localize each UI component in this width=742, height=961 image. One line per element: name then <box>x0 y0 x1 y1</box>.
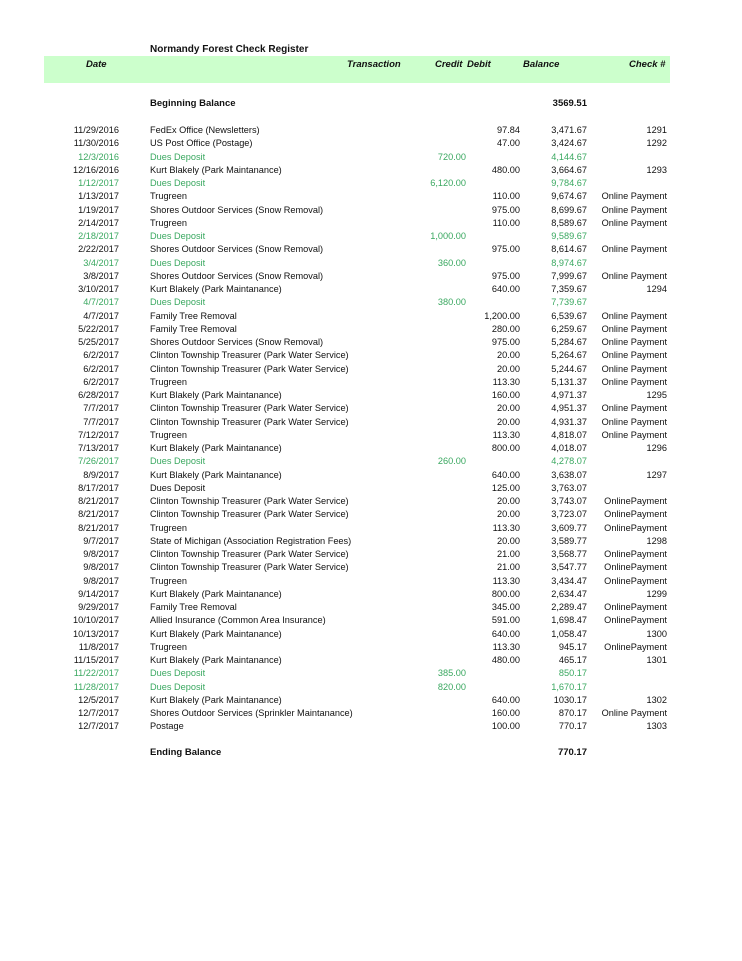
cell-check: OnlinePayment <box>604 562 667 573</box>
cell-balance: 3,638.07 <box>551 469 587 480</box>
cell-date: 6/28/2017 <box>78 390 119 400</box>
table-row <box>0 376 742 389</box>
cell-date: 5/25/2017 <box>78 337 119 347</box>
table-row <box>0 416 742 429</box>
cell-balance: 6,539.67 <box>551 310 587 321</box>
table-row <box>0 296 742 309</box>
table-row <box>0 124 742 137</box>
cell-balance: 945.17 <box>558 641 587 652</box>
cell-date: 12/7/2017 <box>78 721 119 732</box>
cell-desc: Clinton Township Treasurer (Park Water Service) <box>150 403 349 414</box>
cell-credit: 6,120.00 <box>430 178 466 188</box>
table-row <box>0 641 742 654</box>
cell-check: Online Payment <box>601 191 667 202</box>
cell-balance: 3,743.07 <box>551 496 587 506</box>
cell-desc: Clinton Township Treasurer (Park Water Service) <box>150 496 349 506</box>
cell-balance: 9,674.67 <box>551 191 587 202</box>
cell-date: 5/22/2017 <box>78 323 119 334</box>
cell-date: 7/13/2017 <box>78 443 119 453</box>
table-row <box>0 323 742 336</box>
cell-desc: Dues Deposit <box>150 482 206 493</box>
cell-date: 10/13/2017 <box>73 628 119 639</box>
cell-date: 12/3/2016 <box>78 151 119 162</box>
table-row <box>0 535 742 548</box>
cell-check: 1299 <box>646 588 667 599</box>
cell-check: Online Payment <box>601 217 667 228</box>
cell-date: 2/14/2017 <box>78 217 119 228</box>
cell-debit: 640.00 <box>491 694 520 705</box>
cell-check: 1297 <box>646 469 667 480</box>
cell-balance: 1,698.47 <box>551 615 587 626</box>
cell-date: 11/29/2016 <box>73 125 119 135</box>
table-row <box>0 402 742 415</box>
cell-debit: 100.00 <box>491 721 520 732</box>
cell-credit: 360.00 <box>437 257 466 268</box>
cell-desc: Kurt Blakely (Park Maintanance) <box>150 655 282 665</box>
cell-desc: Clinton Township Treasurer (Park Water Service) <box>150 549 349 559</box>
cell-debit: 47.00 <box>497 138 520 149</box>
cell-check: Online Payment <box>601 429 667 440</box>
cell-check: 1302 <box>646 694 667 705</box>
cell-desc: Kurt Blakely (Park Maintanance) <box>150 164 282 175</box>
table-row <box>0 177 742 190</box>
cell-check: OnlinePayment <box>604 615 667 626</box>
cell-date: 4/7/2017 <box>83 297 119 308</box>
cell-balance: 870.17 <box>558 708 587 718</box>
cell-check: 1294 <box>646 284 667 294</box>
table-row <box>0 336 742 349</box>
cell-debit: 20.00 <box>497 350 520 361</box>
cell-balance: 3,609.77 <box>551 522 587 533</box>
cell-check: OnlinePayment <box>604 496 667 506</box>
cell-desc: Dues Deposit <box>150 178 206 188</box>
cell-debit: 280.00 <box>491 323 520 334</box>
cell-date: 7/7/2017 <box>83 403 119 414</box>
cell-debit: 345.00 <box>491 602 520 612</box>
table-row <box>0 561 742 574</box>
cell-date: 11/28/2017 <box>73 681 119 692</box>
cell-balance: 3,763.07 <box>551 482 587 493</box>
cell-check: 1291 <box>646 125 667 135</box>
cell-check: OnlinePayment <box>604 509 667 520</box>
cell-balance: 7,739.67 <box>551 297 587 308</box>
ending-balance-label: Ending Balance <box>150 747 222 758</box>
cell-date: 9/8/2017 <box>83 575 119 586</box>
cell-balance: 4,951.37 <box>551 403 587 414</box>
cell-check: OnlinePayment <box>604 575 667 586</box>
cell-date: 1/13/2017 <box>78 191 119 202</box>
cell-debit: 640.00 <box>491 469 520 480</box>
cell-date: 11/30/2016 <box>73 138 119 149</box>
register-rows <box>0 124 742 734</box>
table-row <box>0 588 742 601</box>
cell-balance: 4,818.07 <box>551 429 587 440</box>
cell-desc: Dues Deposit <box>150 456 206 467</box>
cell-date: 8/21/2017 <box>78 509 119 520</box>
cell-desc: Kurt Blakely (Park Maintanance) <box>150 469 282 480</box>
cell-check: OnlinePayment <box>604 602 667 612</box>
cell-date: 6/2/2017 <box>83 363 119 374</box>
cell-balance: 8,974.67 <box>551 257 587 268</box>
cell-date: 7/26/2017 <box>78 456 119 467</box>
table-row <box>0 548 742 561</box>
cell-debit: 800.00 <box>491 443 520 453</box>
cell-debit: 160.00 <box>491 390 520 400</box>
cell-check: Online Payment <box>601 350 667 361</box>
cell-balance: 4,278.07 <box>551 456 587 467</box>
cell-debit: 113.30 <box>492 376 520 387</box>
cell-date: 9/29/2017 <box>78 602 119 612</box>
table-row <box>0 442 742 455</box>
cell-balance: 3,664.67 <box>551 164 587 175</box>
cell-balance: 4,018.07 <box>551 443 587 453</box>
beginning-balance-label: Beginning Balance <box>150 98 236 109</box>
cell-debit: 20.00 <box>497 363 520 374</box>
cell-balance: 1,058.47 <box>551 628 587 639</box>
cell-date: 9/8/2017 <box>83 562 119 573</box>
cell-balance: 3,568.77 <box>551 549 587 559</box>
cell-debit: 125.00 <box>491 482 520 493</box>
table-row <box>0 720 742 733</box>
cell-date: 8/17/2017 <box>78 482 119 493</box>
cell-credit: 385.00 <box>437 668 466 679</box>
cell-desc: Shores Outdoor Services (Snow Removal) <box>150 270 324 281</box>
cell-balance: 1,670.17 <box>551 681 587 692</box>
table-row <box>0 455 742 468</box>
cell-balance: 5,284.67 <box>551 337 587 347</box>
cell-debit: 113.30 <box>492 522 520 533</box>
cell-date: 8/9/2017 <box>83 469 119 480</box>
cell-debit: 113.30 <box>492 575 520 586</box>
table-row <box>0 230 742 243</box>
cell-balance: 7,999.67 <box>551 270 587 281</box>
table-row <box>0 190 742 203</box>
cell-check: OnlinePayment <box>604 549 667 559</box>
cell-debit: 20.00 <box>497 509 520 520</box>
table-row <box>0 694 742 707</box>
table-row <box>0 389 742 402</box>
cell-desc: Clinton Township Treasurer (Park Water Service) <box>150 509 349 520</box>
cell-balance: 6,259.67 <box>551 323 587 334</box>
cell-date: 3/10/2017 <box>78 284 119 294</box>
table-row <box>0 522 742 535</box>
cell-check: OnlinePayment <box>604 641 667 652</box>
cell-desc: Trugreen <box>150 522 187 533</box>
cell-desc: Shores Outdoor Services (Snow Removal) <box>150 204 324 215</box>
table-row <box>0 164 742 177</box>
cell-check: Online Payment <box>601 403 667 414</box>
cell-desc: Family Tree Removal <box>150 323 237 334</box>
table-row <box>0 283 742 296</box>
cell-date: 11/15/2017 <box>73 655 119 665</box>
cell-check: 1292 <box>646 138 667 149</box>
table-row <box>0 429 742 442</box>
cell-date: 8/21/2017 <box>78 522 119 533</box>
cell-desc: Trugreen <box>150 429 187 440</box>
cell-desc: Trugreen <box>150 376 187 387</box>
cell-desc: Dues Deposit <box>150 151 206 162</box>
cell-desc: Kurt Blakely (Park Maintanance) <box>150 443 282 453</box>
cell-date: 8/21/2017 <box>78 496 119 506</box>
beginning-balance-value: 3569.51 <box>552 98 587 109</box>
cell-desc: Kurt Blakely (Park Maintanance) <box>150 628 282 639</box>
cell-balance: 3,434.47 <box>551 575 587 586</box>
cell-balance: 3,471.67 <box>551 125 587 135</box>
cell-debit: 480.00 <box>491 655 520 665</box>
cell-balance: 7,359.67 <box>551 284 587 294</box>
cell-date: 9/7/2017 <box>83 535 119 546</box>
cell-desc: Clinton Township Treasurer (Park Water Service) <box>150 416 349 427</box>
cell-balance: 465.17 <box>558 655 587 665</box>
table-row <box>0 495 742 508</box>
table-row <box>0 482 742 495</box>
cell-balance: 9,589.67 <box>551 231 587 241</box>
table-row <box>0 151 742 164</box>
cell-credit: 260.00 <box>437 456 466 467</box>
cell-check: Online Payment <box>601 337 667 347</box>
register-title: Normandy Forest Check Register <box>150 44 309 55</box>
cell-debit: 480.00 <box>491 164 520 175</box>
cell-balance: 3,723.07 <box>551 509 587 520</box>
cell-date: 1/19/2017 <box>78 204 119 215</box>
cell-check: Online Payment <box>601 244 667 255</box>
cell-check: Online Payment <box>601 416 667 427</box>
table-row <box>0 137 742 150</box>
cell-debit: 800.00 <box>491 588 520 599</box>
cell-check: 1296 <box>646 443 667 453</box>
cell-date: 3/4/2017 <box>83 257 119 268</box>
header-credit: Credit <box>435 59 463 70</box>
table-row <box>0 217 742 230</box>
cell-balance: 8,699.67 <box>551 204 587 215</box>
cell-date: 12/16/2016 <box>73 164 119 175</box>
cell-debit: 975.00 <box>491 204 520 215</box>
cell-debit: 20.00 <box>497 496 520 506</box>
cell-balance: 4,931.37 <box>551 416 587 427</box>
cell-desc: Clinton Township Treasurer (Park Water Service) <box>150 350 349 361</box>
cell-desc: Shores Outdoor Services (Snow Removal) <box>150 337 324 347</box>
header-check: Check # <box>629 59 666 70</box>
cell-debit: 20.00 <box>497 416 520 427</box>
header-date: Date <box>86 59 107 70</box>
cell-date: 6/2/2017 <box>83 350 119 361</box>
cell-check: Online Payment <box>601 708 667 718</box>
cell-balance: 8,614.67 <box>551 244 587 255</box>
cell-debit: 975.00 <box>491 270 520 281</box>
cell-check: Online Payment <box>601 376 667 387</box>
cell-date: 1/12/2017 <box>78 178 119 188</box>
cell-date: 4/7/2017 <box>83 310 119 321</box>
cell-check: Online Payment <box>601 363 667 374</box>
cell-desc: US Post Office (Postage) <box>150 138 253 149</box>
cell-debit: 110.00 <box>492 191 520 202</box>
cell-desc: Kurt Blakely (Park Maintanance) <box>150 588 282 599</box>
cell-debit: 110.00 <box>492 217 520 228</box>
cell-credit: 720.00 <box>437 151 466 162</box>
cell-desc: Postage <box>150 721 184 732</box>
table-row <box>0 349 742 362</box>
cell-balance: 2,289.47 <box>551 602 587 612</box>
cell-date: 7/12/2017 <box>78 429 119 440</box>
cell-debit: 160.00 <box>491 708 520 718</box>
cell-date: 6/2/2017 <box>83 376 119 387</box>
cell-balance: 4,144.67 <box>551 151 587 162</box>
cell-balance: 850.17 <box>558 668 587 679</box>
cell-desc: Shores Outdoor Services (Sprinkler Maintanance) <box>150 708 353 718</box>
cell-balance: 4,971.37 <box>551 390 587 400</box>
cell-balance: 9,784.67 <box>551 178 587 188</box>
cell-date: 7/7/2017 <box>83 416 119 427</box>
table-row <box>0 681 742 694</box>
table-row <box>0 257 742 270</box>
cell-debit: 640.00 <box>491 628 520 639</box>
cell-desc: Kurt Blakely (Park Maintanance) <box>150 390 282 400</box>
cell-desc: Family Tree Removal <box>150 310 237 321</box>
cell-desc: Shores Outdoor Services (Snow Removal) <box>150 244 324 255</box>
cell-date: 3/8/2017 <box>83 270 119 281</box>
cell-check: OnlinePayment <box>604 522 667 533</box>
cell-check: Online Payment <box>601 270 667 281</box>
cell-desc: Dues Deposit <box>150 231 206 241</box>
cell-desc: Family Tree Removal <box>150 602 237 612</box>
cell-balance: 2,634.47 <box>551 588 587 599</box>
cell-desc: Dues Deposit <box>150 297 206 308</box>
cell-check: 1293 <box>646 164 667 175</box>
table-row <box>0 508 742 521</box>
cell-debit: 113.30 <box>492 641 520 652</box>
header-balance: Balance <box>523 59 560 70</box>
table-row <box>0 243 742 256</box>
cell-debit: 21.00 <box>497 549 520 559</box>
cell-credit: 380.00 <box>437 297 466 308</box>
cell-debit: 975.00 <box>491 337 520 347</box>
cell-balance: 5,264.67 <box>551 350 587 361</box>
cell-desc: Trugreen <box>150 217 187 228</box>
cell-check: 1300 <box>646 628 667 639</box>
cell-desc: Clinton Township Treasurer (Park Water Service) <box>150 363 349 374</box>
ending-balance-value: 770.17 <box>557 747 587 758</box>
cell-date: 2/22/2017 <box>78 244 119 255</box>
cell-check: Online Payment <box>601 310 667 321</box>
table-row <box>0 614 742 627</box>
cell-desc: Trugreen <box>150 191 187 202</box>
cell-balance: 770.17 <box>558 721 587 732</box>
cell-desc: Dues Deposit <box>150 257 206 268</box>
cell-date: 10/10/2017 <box>73 615 119 626</box>
cell-check: 1295 <box>646 390 667 400</box>
cell-check: 1298 <box>646 535 667 546</box>
cell-desc: FedEx Office (Newsletters) <box>150 125 260 135</box>
cell-date: 11/22/2017 <box>73 668 119 679</box>
cell-desc: Kurt Blakely (Park Maintanance) <box>150 284 282 294</box>
cell-credit: 1,000.00 <box>430 231 466 241</box>
cell-desc: Trugreen <box>150 575 187 586</box>
cell-date: 12/5/2017 <box>78 694 119 705</box>
cell-check: 1303 <box>646 721 667 732</box>
cell-desc: Dues Deposit <box>150 681 206 692</box>
cell-date: 9/8/2017 <box>83 549 119 559</box>
header-transaction: Transaction <box>347 59 401 70</box>
table-row <box>0 363 742 376</box>
cell-debit: 20.00 <box>497 403 520 414</box>
cell-debit: 97.84 <box>497 125 520 135</box>
table-row <box>0 667 742 680</box>
cell-date: 11/8/2017 <box>78 641 119 652</box>
cell-balance: 3,547.77 <box>551 562 587 573</box>
table-row <box>0 628 742 641</box>
cell-date: 12/7/2017 <box>78 708 119 718</box>
table-row <box>0 654 742 667</box>
cell-debit: 20.00 <box>497 535 520 546</box>
cell-debit: 591.00 <box>491 615 520 626</box>
cell-debit: 21.00 <box>497 562 520 573</box>
cell-desc: Clinton Township Treasurer (Park Water Service) <box>150 562 349 573</box>
cell-balance: 5,131.37 <box>551 376 587 387</box>
cell-date: 2/18/2017 <box>78 231 119 241</box>
cell-check: 1301 <box>646 655 667 665</box>
cell-debit: 640.00 <box>491 284 520 294</box>
cell-balance: 1030.17 <box>553 694 587 705</box>
cell-desc: State of Michigan (Association Registration Fees) <box>150 535 352 546</box>
cell-desc: Kurt Blakely (Park Maintanance) <box>150 694 282 705</box>
cell-debit: 113.30 <box>492 429 520 440</box>
cell-credit: 820.00 <box>437 681 466 692</box>
cell-check: Online Payment <box>601 323 667 334</box>
cell-desc: Trugreen <box>150 641 187 652</box>
cell-desc: Dues Deposit <box>150 668 206 679</box>
table-row <box>0 310 742 323</box>
cell-balance: 3,424.67 <box>551 138 587 149</box>
table-row <box>0 707 742 720</box>
table-row <box>0 270 742 283</box>
cell-balance: 5,244.67 <box>551 363 587 374</box>
cell-date: 9/14/2017 <box>78 588 119 599</box>
table-row <box>0 575 742 588</box>
table-row <box>0 469 742 482</box>
cell-balance: 3,589.77 <box>551 535 587 546</box>
cell-desc: Allied Insurance (Common Area Insurance) <box>150 615 326 626</box>
cell-debit: 1,200.00 <box>484 310 520 321</box>
table-row <box>0 204 742 217</box>
header-debit: Debit <box>467 59 491 70</box>
cell-debit: 975.00 <box>491 244 520 255</box>
cell-balance: 8,589.67 <box>551 217 587 228</box>
table-row <box>0 601 742 614</box>
cell-check: Online Payment <box>601 204 667 215</box>
